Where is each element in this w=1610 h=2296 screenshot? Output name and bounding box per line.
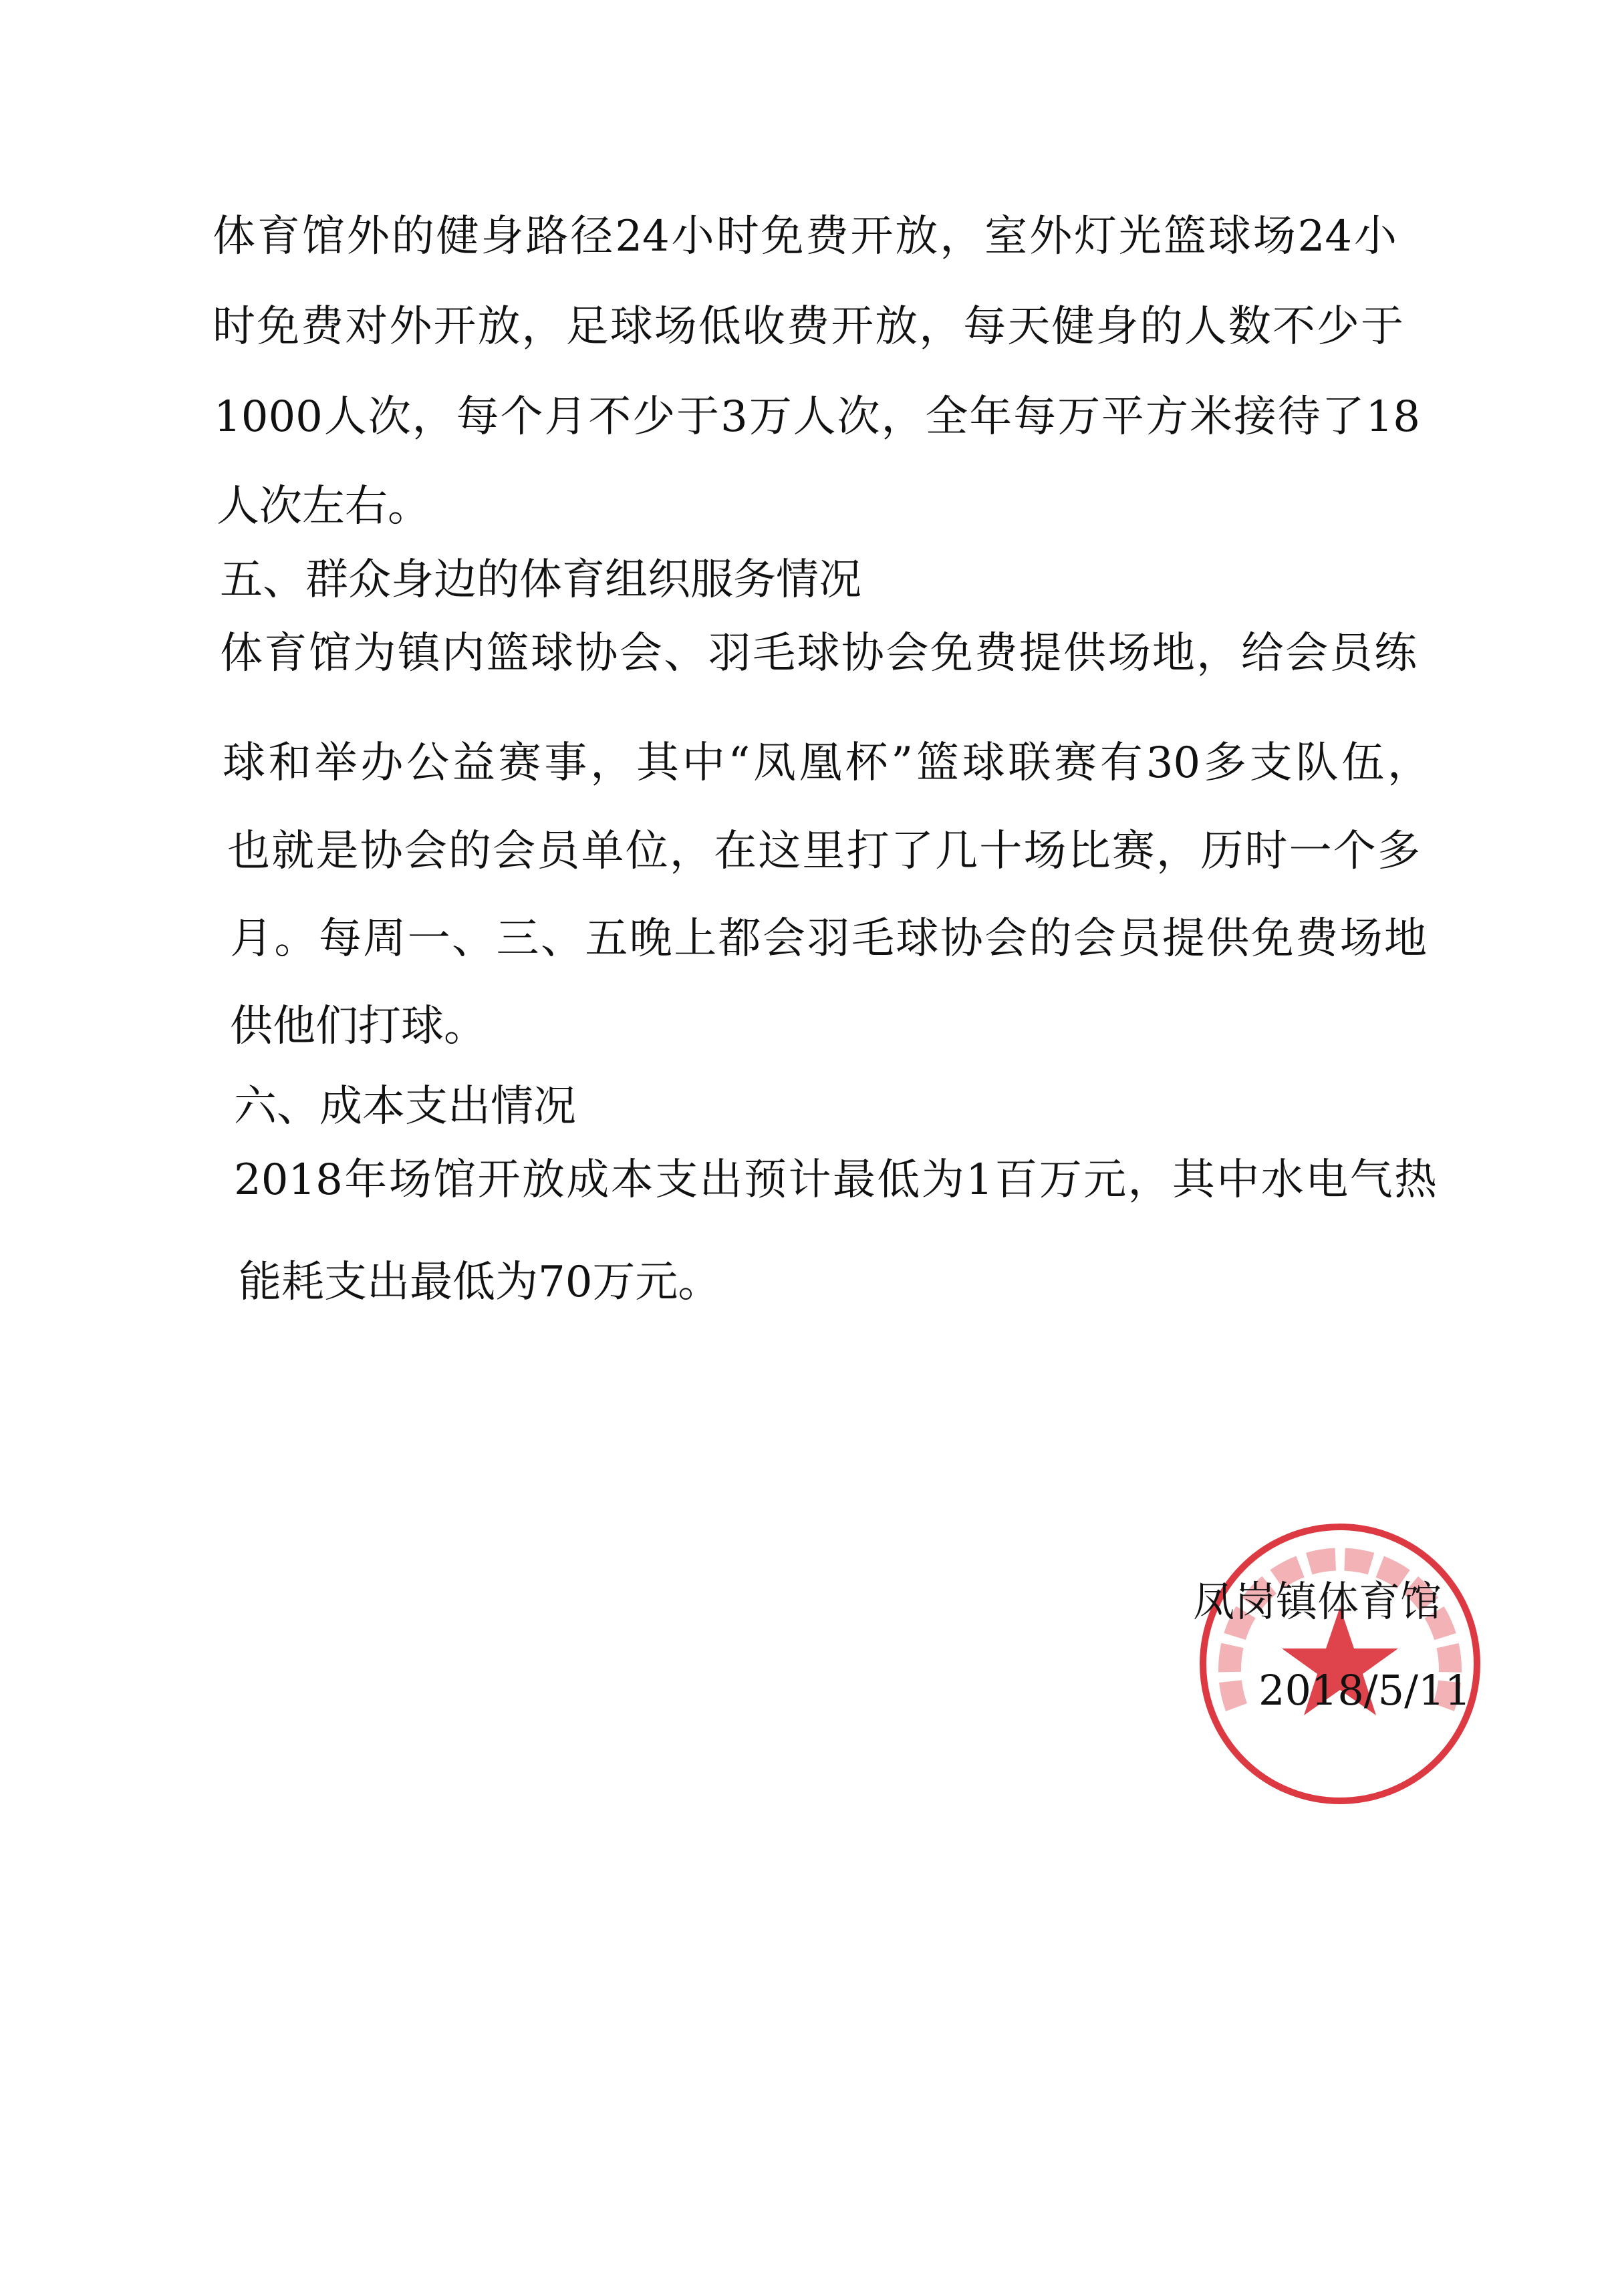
body-line: 体育馆外的健身路径24小时免费开放，室外灯光篮球场24小: [213, 212, 1397, 261]
body-line: 时免费对外开放，足球场低收费开放，每天健身的人数不少于: [213, 302, 1403, 351]
body-line: 2018年场馆开放成本支出预计最低为1百万元，其中水电气热: [234, 1155, 1437, 1205]
body-line: 也就是协会的会员单位，在这里打了几十场比赛，历时一个多: [227, 827, 1420, 876]
official-seal-stamp: [1183, 1507, 1497, 1821]
body-line: 球和举办公益赛事，其中“凤凰杯”篮球联赛有30多支队伍，: [223, 738, 1430, 788]
body-line: 能耗支出最低为70万元。: [239, 1258, 721, 1307]
body-line: 供他们打球。: [230, 1002, 487, 1051]
signature-organization: 凤岗镇体育馆: [1193, 1577, 1442, 1626]
body-line: 1000人次，每个月不少于3万人次，全年每万平方米接待了18: [214, 392, 1420, 442]
body-line: 人次左右。: [217, 482, 430, 531]
signature-date: 2018/5/11: [1258, 1666, 1471, 1715]
body-line: 月。每周一、三、五晚上都会羽毛球协会的会员提供免费场地: [230, 914, 1427, 964]
section-heading: 六、成本支出情况: [234, 1082, 576, 1131]
section-heading: 五、群众身边的体育组织服务情况: [220, 555, 861, 605]
body-line: 体育馆为镇内篮球协会、羽毛球协会免费提供场地，给会员练: [220, 629, 1417, 678]
